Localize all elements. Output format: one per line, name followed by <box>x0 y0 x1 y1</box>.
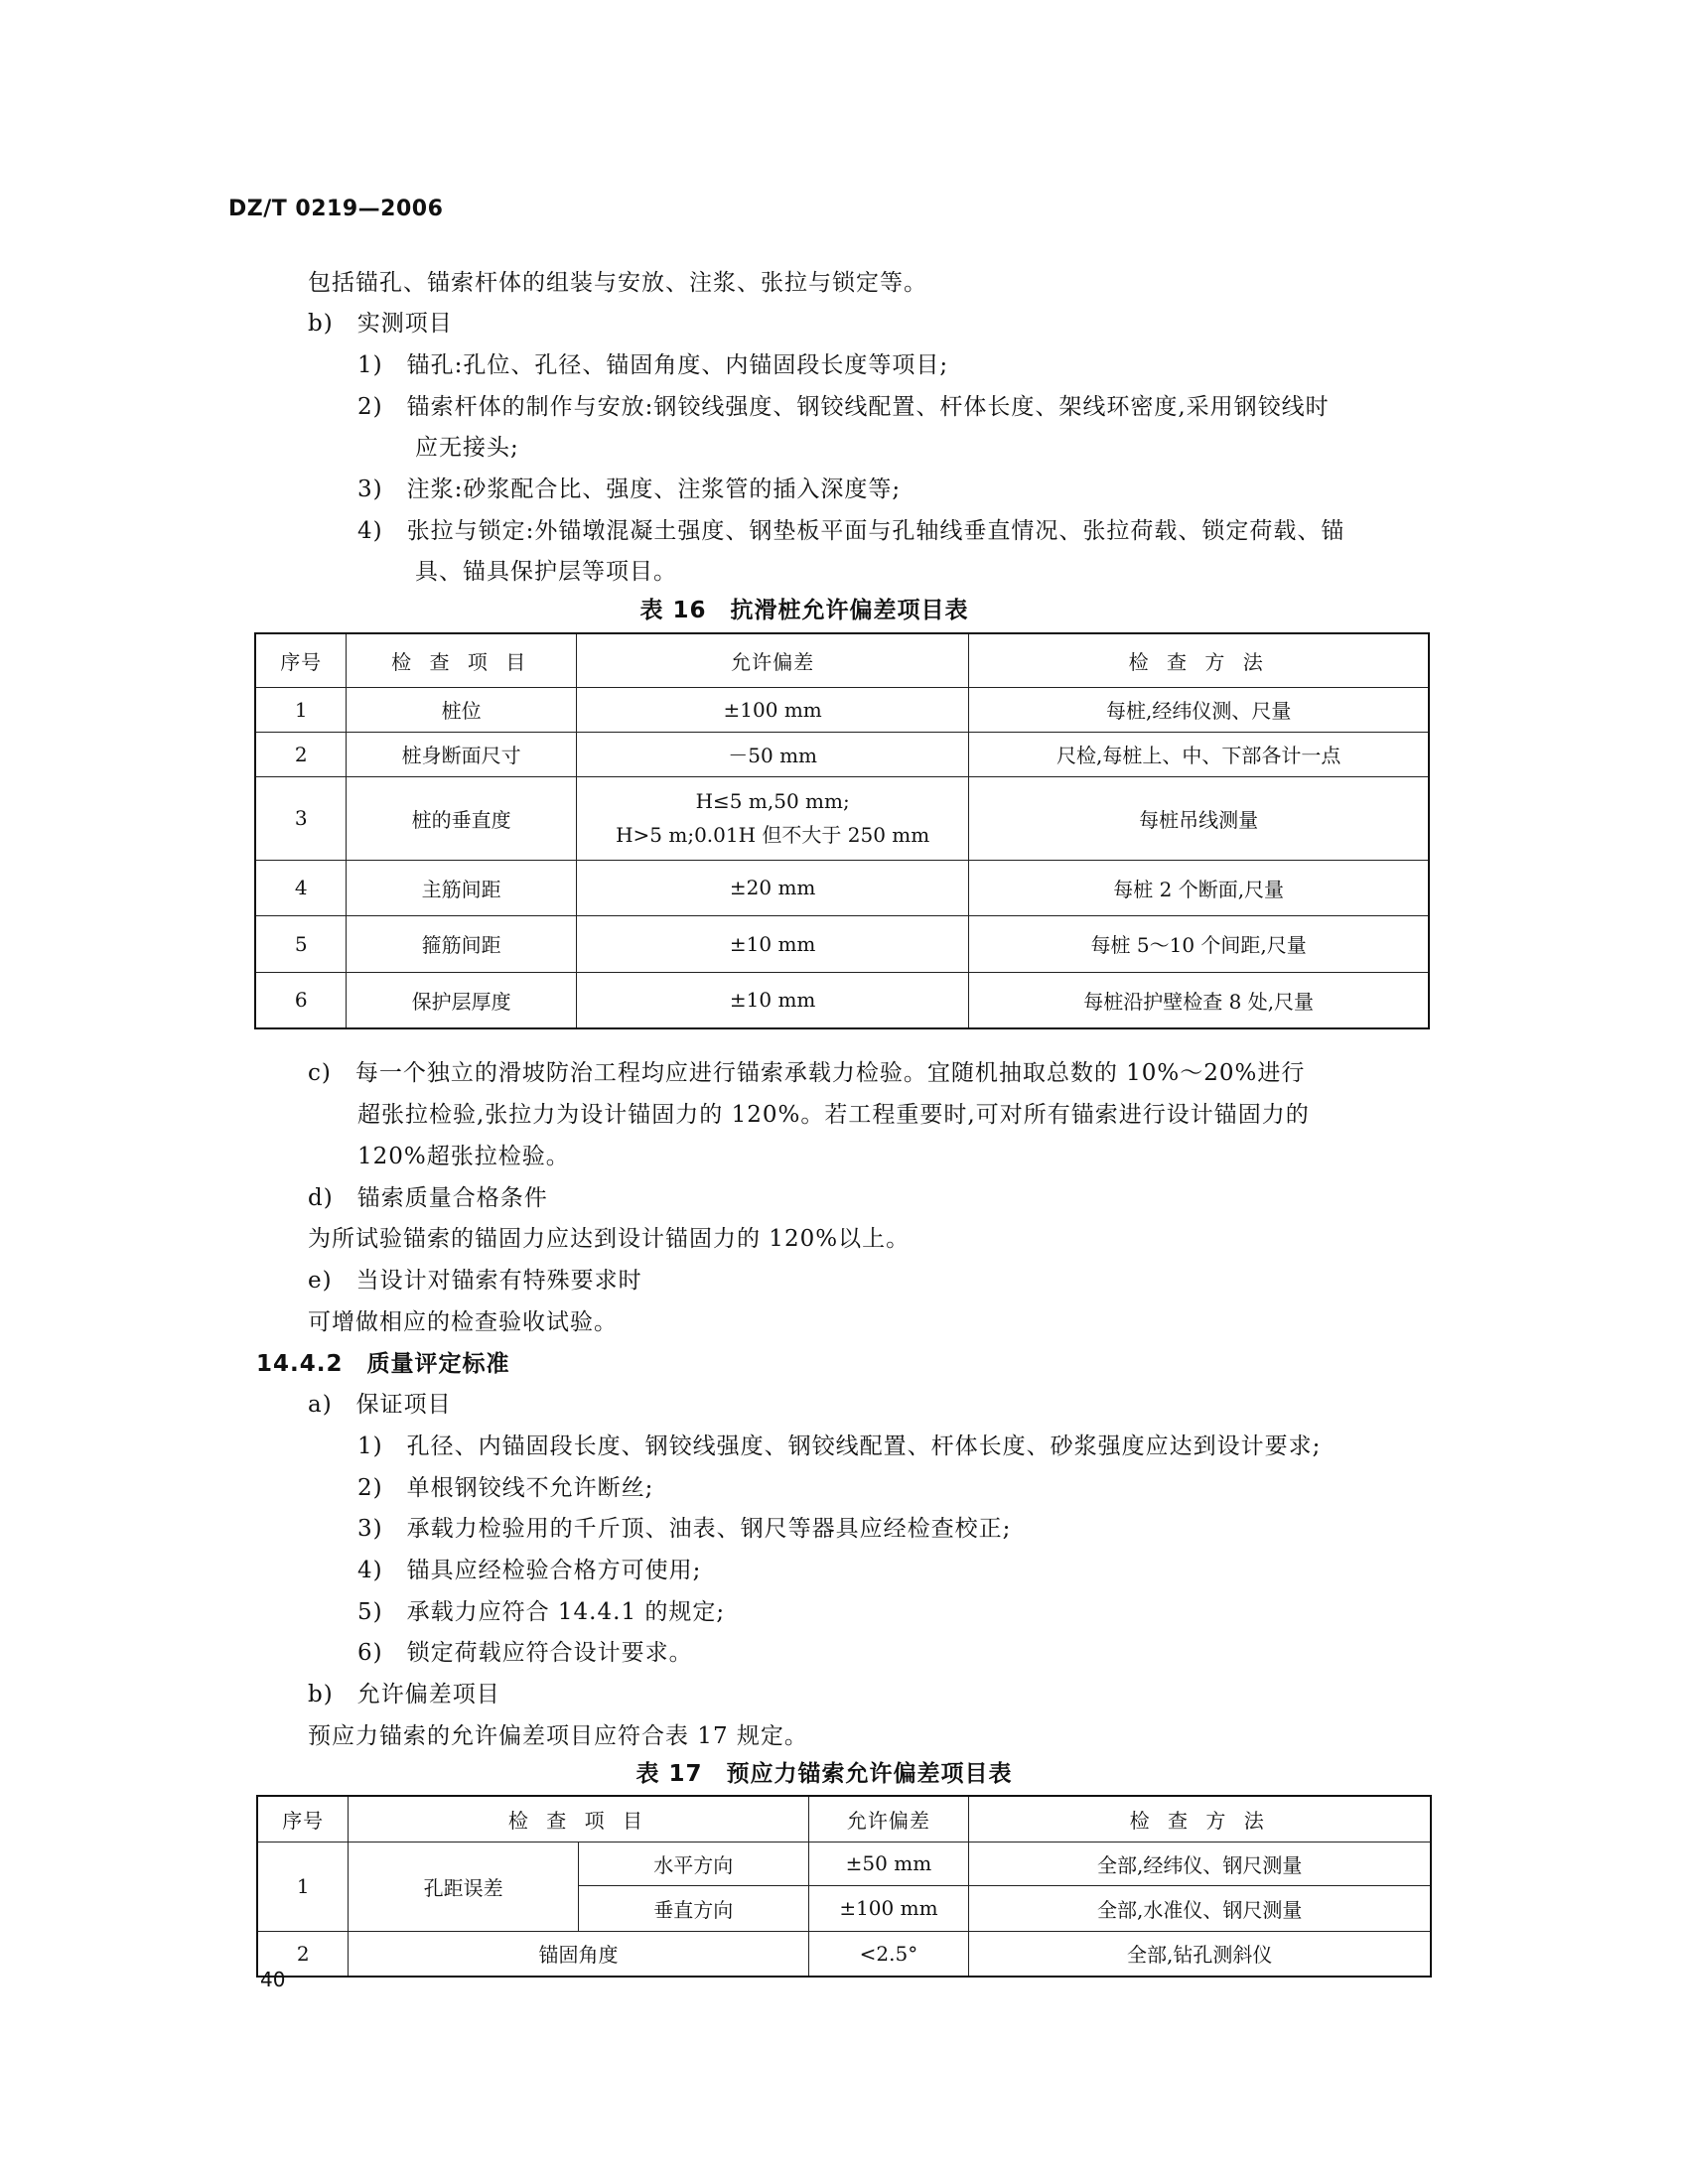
cell-item: 桩身断面尺寸 <box>347 732 577 776</box>
col-header-tolerance: 允许偏差 <box>576 633 968 687</box>
cell-item: 锚固角度 <box>349 1931 808 1977</box>
cell-item: 桩位 <box>347 687 577 732</box>
col-header-method: 检 查 方 法 <box>969 1796 1431 1842</box>
cell-method: 全部,钻孔测斜仪 <box>969 1931 1431 1977</box>
table-row <box>255 915 1429 972</box>
cell-no: 1 <box>257 1842 349 1931</box>
col-header-item: 检 查 项 目 <box>347 633 577 687</box>
list-item: 6) 锁定荷载应符合设计要求。 <box>357 1640 693 1666</box>
section-number: 14.4.2 <box>256 1351 344 1377</box>
cell-method: 每桩,经纬仪测、尺量 <box>969 687 1429 732</box>
table-row <box>255 860 1429 915</box>
col-header-tolerance: 允许偏差 <box>808 1796 969 1842</box>
cell-no: 6 <box>255 972 347 1028</box>
list-item-continuation: 具、锚具保护层等项目。 <box>415 559 677 585</box>
page-number: 40 <box>260 1968 286 1991</box>
cell-method: 每桩 2 个断面,尺量 <box>969 860 1429 915</box>
list-item: 5) 承载力应符合 14.4.1 的规定; <box>357 1599 726 1625</box>
list-heading: b) 允许偏差项目 <box>308 1682 500 1707</box>
cell-sub-item: 垂直方向 <box>578 1885 808 1931</box>
list-item: e) 当设计对锚索有特殊要求时 <box>308 1268 642 1294</box>
list-heading: a) 保证项目 <box>308 1392 452 1418</box>
section-title: 质量评定标准 <box>366 1351 510 1377</box>
list-item: 4) 张拉与锁定:外锚墩混凝土强度、钢垫板平面与孔轴线垂直情况、张拉荷载、锁定荷载、锚 <box>357 518 1345 544</box>
col-header-item: 检 查 项 目 <box>349 1796 808 1842</box>
cell-no: 4 <box>255 860 347 915</box>
cell-item: 孔距误差 <box>349 1842 579 1931</box>
list-item: 4) 锚具应经检验合格方可使用; <box>357 1558 702 1583</box>
cell-no: 3 <box>255 776 347 860</box>
cell-method: 尺检,每桩上、中、下部各计一点 <box>969 732 1429 776</box>
cell-item: 保护层厚度 <box>347 972 577 1028</box>
tolerance-line-2: H>5 m;0.01H 但不大于 250 mm <box>616 822 930 847</box>
cell-method: 全部,经纬仪、钢尺测量 <box>969 1842 1431 1885</box>
document-code: DZ/T 0219—2006 <box>228 197 444 221</box>
col-header-no: 序号 <box>255 633 347 687</box>
table-16 <box>254 632 1430 1029</box>
list-item: 3) 注浆:砂浆配合比、强度、注浆管的插入深度等; <box>357 477 902 502</box>
cell-method: 每桩吊线测量 <box>969 776 1429 860</box>
table-row <box>255 732 1429 776</box>
cell-item: 箍筋间距 <box>347 915 577 972</box>
cell-tolerance: ±100 mm <box>808 1885 969 1931</box>
cell-tolerance: ±100 mm <box>576 687 968 732</box>
cell-no: 2 <box>255 732 347 776</box>
table-17 <box>256 1795 1432 1978</box>
list-item: 1) 锚孔:孔位、孔径、锚固角度、内锚固段长度等项目; <box>357 352 949 378</box>
table-17-caption: 表 17 预应力锚索允许偏差项目表 <box>635 1761 1013 1787</box>
col-header-no: 序号 <box>257 1796 349 1842</box>
list-item: 3) 承载力检验用的千斤顶、油表、钢尺等器具应经检查校正; <box>357 1516 1012 1542</box>
table-row <box>257 1931 1431 1977</box>
list-item-continuation: 应无接头; <box>415 435 519 461</box>
table-header-row <box>257 1796 1431 1842</box>
tolerance-line-1: H≤5 m,50 mm; <box>695 788 850 813</box>
body-line: 为所试验锚索的锚固力应达到设计锚固力的 120%以上。 <box>308 1226 911 1252</box>
body-line: 可增做相应的检查验收试验。 <box>308 1309 618 1335</box>
list-item: d) 锚索质量合格条件 <box>308 1185 548 1211</box>
col-header-method: 检 查 方 法 <box>969 633 1429 687</box>
cell-tolerance: <2.5° <box>808 1931 969 1977</box>
body-line: 包括锚孔、锚索杆体的组装与安放、注浆、张拉与锁定等。 <box>308 270 927 296</box>
table-row <box>255 972 1429 1028</box>
cell-item: 桩的垂直度 <box>347 776 577 860</box>
list-item: 1) 孔径、内锚固段长度、钢铰线强度、钢铰线配置、杆体长度、砂浆强度应达到设计要求; <box>357 1433 1322 1459</box>
list-item: 2) 锚索杆体的制作与安放:钢铰线强度、钢铰线配置、杆体长度、架线环密度,采用钢铰线时 <box>357 394 1330 420</box>
cell-method: 全部,水准仪、钢尺测量 <box>969 1885 1431 1931</box>
cell-tolerance: ±20 mm <box>576 860 968 915</box>
list-item-continuation: 超张拉检验,张拉力为设计锚固力的 120%。若工程重要时,可对所有锚索进行设计锚固力的 <box>357 1102 1310 1128</box>
list-heading: b) 实测项目 <box>308 311 453 337</box>
cell-no: 2 <box>257 1931 349 1977</box>
table-16-caption: 表 16 抗滑桩允许偏差项目表 <box>639 598 969 623</box>
table-row <box>255 687 1429 732</box>
table-row <box>255 776 1429 860</box>
list-item: 2) 单根钢铰线不允许断丝; <box>357 1475 654 1501</box>
cell-tolerance: ±10 mm <box>576 972 968 1028</box>
table-row <box>257 1842 1431 1885</box>
list-item-continuation: 120%超张拉检验。 <box>357 1144 570 1169</box>
list-item: c) 每一个独立的滑坡防治工程均应进行锚索承载力检验。宜随机抽取总数的 10%～20%进行 <box>308 1060 1306 1086</box>
section-heading <box>256 1345 510 1378</box>
table-header-row <box>255 633 1429 687</box>
cell-no: 1 <box>255 687 347 732</box>
cell-no: 5 <box>255 915 347 972</box>
cell-tolerance: －50 mm <box>576 732 968 776</box>
cell-sub-item: 水平方向 <box>578 1842 808 1885</box>
cell-method: 每桩 5～10 个间距,尺量 <box>969 915 1429 972</box>
cell-item: 主筋间距 <box>347 860 577 915</box>
cell-tolerance: ±50 mm <box>808 1842 969 1885</box>
cell-method: 每桩沿护壁检查 8 处,尺量 <box>969 972 1429 1028</box>
cell-tolerance: ±10 mm <box>576 915 968 972</box>
body-line: 预应力锚索的允许偏差项目应符合表 17 规定。 <box>308 1723 808 1749</box>
cell-tolerance <box>576 776 968 860</box>
